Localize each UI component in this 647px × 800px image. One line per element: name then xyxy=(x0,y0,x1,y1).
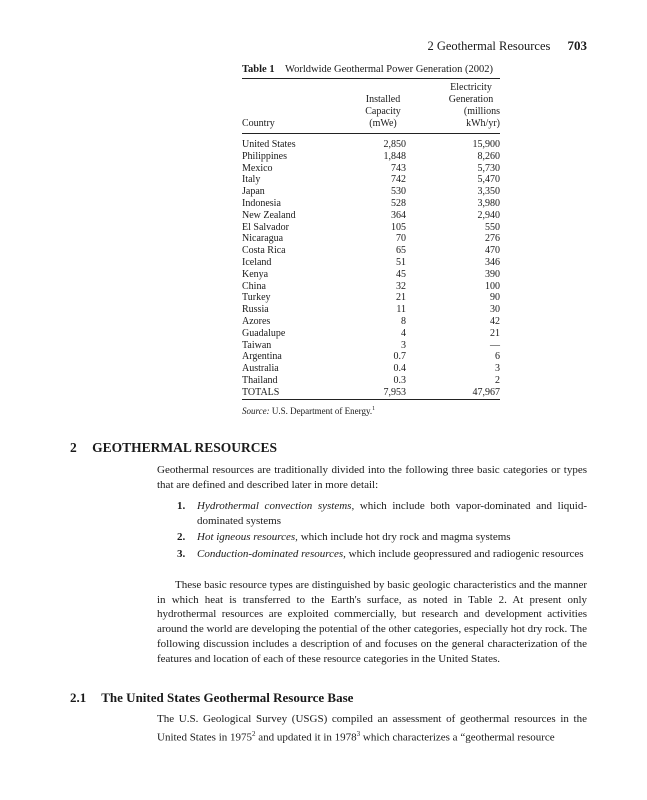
table-row xyxy=(242,269,500,281)
cell-country: New Zealand xyxy=(242,209,296,221)
cell-country: Azores xyxy=(242,315,271,327)
cell-generation: 276 xyxy=(485,233,500,245)
cell-country: Iceland xyxy=(242,256,272,268)
table-row xyxy=(242,222,500,234)
cell-generation: 3,980 xyxy=(477,197,500,209)
cell-generation: 5,470 xyxy=(477,174,500,186)
cell-capacity: 0.3 xyxy=(393,374,406,386)
table-row xyxy=(242,174,500,186)
cell-country: Turkey xyxy=(242,292,271,304)
category-list xyxy=(157,499,587,564)
cell-capacity: 8 xyxy=(401,315,406,327)
table-row xyxy=(242,351,500,363)
header-country: Country xyxy=(242,118,275,129)
cell-capacity: 742 xyxy=(391,174,406,186)
table-row xyxy=(242,151,500,163)
table-row xyxy=(242,233,500,245)
table-label: Table 1 xyxy=(242,64,275,75)
table-row xyxy=(242,186,500,198)
cell-country: Japan xyxy=(242,186,265,198)
cell-generation: 100 xyxy=(485,280,500,292)
table-bottom-rule xyxy=(242,399,500,400)
data-table xyxy=(242,79,500,399)
cell-generation: 3 xyxy=(495,363,500,375)
cell-generation: 346 xyxy=(485,256,500,268)
cell-capacity: 2,850 xyxy=(383,139,406,150)
table-row xyxy=(242,134,500,151)
cell-country: Nicaragua xyxy=(242,233,284,245)
header-generation: Electricity Generation (millions kWh/yr) xyxy=(448,82,500,129)
section-number: 2 xyxy=(70,440,77,455)
header-capacity: Installed Capacity (mWe) xyxy=(365,94,401,129)
cell-generation: 47,967 xyxy=(472,386,500,398)
cell-capacity: 51 xyxy=(396,256,406,268)
cell-capacity: 65 xyxy=(396,245,406,257)
cell-country: Philippines xyxy=(242,150,288,162)
cell-capacity: 743 xyxy=(391,162,406,174)
source-ref: 1 xyxy=(372,405,376,412)
cell-country: Costa Rica xyxy=(242,245,286,257)
cell-generation: — xyxy=(490,339,500,351)
section-paragraph: These basic resource types are distinguished by basic geologic characteristics and the manner in which heat is transferred to the Earth's surface, as noted in Table 2. At present only hydrothermal resources are exploited commercially, but research and development activities around the world are developing the potential of the other categories, especially hot dry rock. The following discussion includes a description of and focuses on the general characterization of the features and location of each of these resource categories in the United States. xyxy=(157,579,587,665)
cell-country: Russia xyxy=(242,304,269,316)
cell-capacity: 0.4 xyxy=(393,363,406,375)
subsection-title: The United States Geothermal Resource Base xyxy=(101,690,354,705)
cell-country: Guadalupe xyxy=(242,327,286,339)
cell-capacity: 528 xyxy=(391,197,406,209)
table-row xyxy=(242,292,500,304)
table-row xyxy=(242,281,500,293)
cell-generation: 30 xyxy=(490,304,500,316)
cell-capacity: 11 xyxy=(396,304,406,316)
source-note xyxy=(242,406,500,416)
cell-generation: 15,900 xyxy=(472,139,500,150)
table-row xyxy=(242,316,500,328)
list-item: 1. Hydrothermal convection systems, which include both vapor-dominated and liquid-dominated systems xyxy=(177,500,587,527)
section-title: GEOTHERMAL RESOURCES xyxy=(92,440,278,455)
subsection-number: 2.1 xyxy=(70,690,87,705)
cell-capacity: 3 xyxy=(401,339,406,351)
cell-capacity: 70 xyxy=(396,233,406,245)
cell-country: Kenya xyxy=(242,268,269,280)
page-number: 703 xyxy=(567,38,587,53)
cell-capacity: 7,953 xyxy=(383,386,406,398)
cell-generation: 550 xyxy=(485,221,500,233)
table-row xyxy=(242,328,500,340)
list-item: 2. Hot igneous resources, which include hot dry rock and magma systems xyxy=(177,531,511,544)
section-intro: Geothermal resources are traditionally divided into the following three basic categories or types that are defined and described later in more detail: xyxy=(157,464,587,491)
cell-country: TOTALS xyxy=(242,386,280,398)
cell-country: Argentina xyxy=(242,351,282,363)
list-item: 3. Conduction-dominated resources, which include geopressured and radiogenic resources xyxy=(177,548,584,561)
cell-generation: 90 xyxy=(490,292,500,304)
table-title: Worldwide Geothermal Power Generation (2002) xyxy=(285,64,493,75)
cell-generation: 6 xyxy=(495,351,500,363)
cell-generation: 42 xyxy=(490,315,500,327)
table-row xyxy=(242,257,500,269)
subsection-heading xyxy=(70,690,353,706)
cell-capacity: 21 xyxy=(396,292,406,304)
cell-country: China xyxy=(242,280,266,292)
cell-capacity: 32 xyxy=(396,280,406,292)
running-head-title: 2 Geothermal Resources xyxy=(427,39,551,53)
cell-country: Taiwan xyxy=(242,339,272,351)
cell-generation: 2 xyxy=(495,374,500,386)
table-row xyxy=(242,304,500,316)
cell-country: El Salvador xyxy=(242,221,289,233)
table-row xyxy=(242,363,500,375)
subsection-paragraph: The U.S. Geological Survey (USGS) compiled an assessment of geothermal resources in the United States in 1975$^2$ and updated it in 1978$^3$ which characterizes a “geothermal resource xyxy=(157,713,587,744)
table-row xyxy=(242,375,500,387)
cell-country: Thailand xyxy=(242,374,278,386)
cell-country: Indonesia xyxy=(242,197,281,209)
cell-capacity: 4 xyxy=(401,327,406,339)
table-row xyxy=(242,387,500,399)
geothermal-table xyxy=(242,78,500,416)
cell-country: Mexico xyxy=(242,162,273,174)
table-body xyxy=(242,134,500,399)
source-text: U.S. Department of Energy. xyxy=(271,405,373,416)
cell-capacity: 1,848 xyxy=(383,150,406,162)
cell-generation: 5,730 xyxy=(477,162,500,174)
table-caption xyxy=(242,64,493,75)
table-row xyxy=(242,163,500,175)
cell-generation: 390 xyxy=(485,268,500,280)
cell-country: Italy xyxy=(242,174,261,186)
running-head xyxy=(427,38,587,54)
cell-capacity: 105 xyxy=(391,221,406,233)
source-label: Source: xyxy=(242,405,270,416)
cell-country: Australia xyxy=(242,363,279,375)
cell-generation: 2,940 xyxy=(477,209,500,221)
table-row xyxy=(242,340,500,352)
table-row xyxy=(242,210,500,222)
cell-generation: 3,350 xyxy=(477,186,500,198)
table-row xyxy=(242,245,500,257)
cell-generation: 8,260 xyxy=(477,150,500,162)
cell-generation: 21 xyxy=(490,327,500,339)
section-heading xyxy=(70,440,277,456)
cell-generation: 470 xyxy=(485,245,500,257)
cell-capacity: 364 xyxy=(391,209,406,221)
cell-capacity: 0.7 xyxy=(393,351,406,363)
cell-capacity: 530 xyxy=(391,186,406,198)
cell-capacity: 45 xyxy=(396,268,406,280)
table-row xyxy=(242,198,500,210)
cell-country: United States xyxy=(242,139,296,150)
